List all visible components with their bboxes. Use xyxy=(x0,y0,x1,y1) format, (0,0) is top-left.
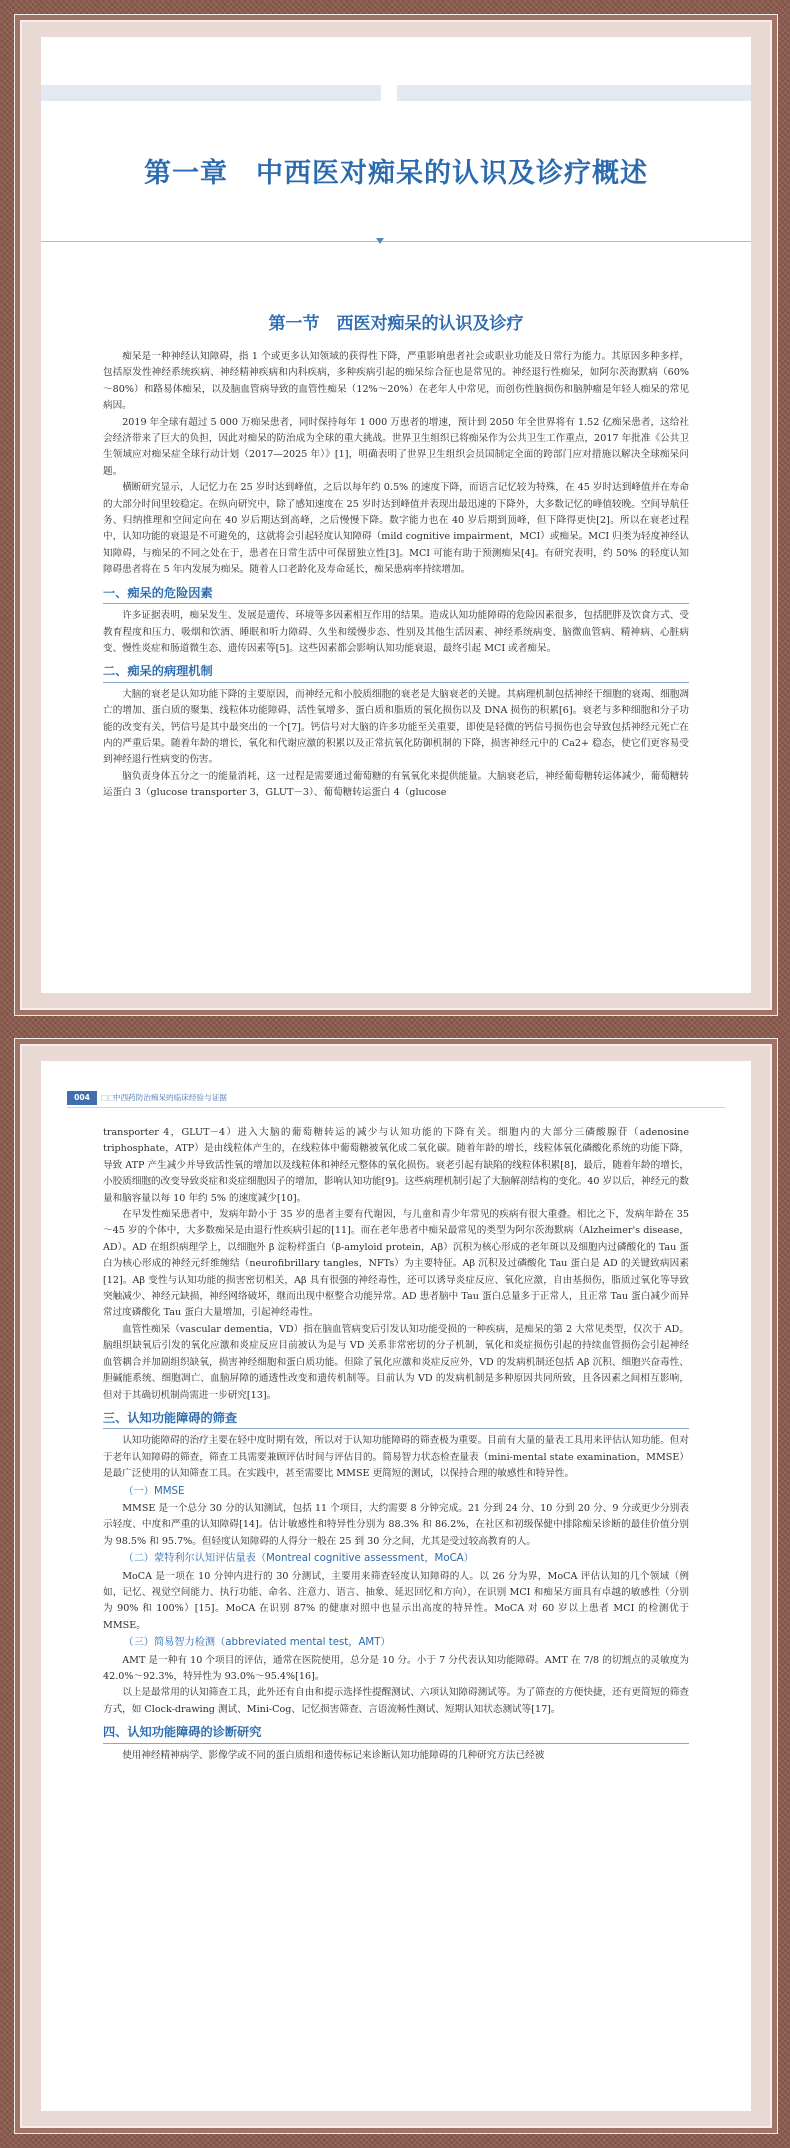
page-2 xyxy=(41,1061,751,2111)
page-frame-1 xyxy=(14,14,778,1016)
page-2-body xyxy=(103,1125,689,1764)
heading-pathology: 二、痴呆的病理机制 xyxy=(103,663,689,682)
heading-diagnosis: 四、认知功能障碍的诊断研究 xyxy=(103,1724,689,1743)
chapter-title: 第一章 中西医对痴呆的认识及诊疗概述 xyxy=(144,158,648,189)
paragraph: 使用神经精神病学、影像学或不同的蛋白质组和遗传标记来诊断认知功能障碍的几种研究方法已经被 xyxy=(122,1749,545,1761)
paragraph: 2019 年全球有超过 5 000 万痴呆患者，同时保持每年 1 000 万患者的增速，预计到 2050 年全世界将有 1.52 亿痴呆患者，这给社会经济带来了巨大的负担，因此对痴呆的防治成为全球的重大挑战。世界卫生组织已将痴呆作为公共卫生工作重点，2017 年批准《公共卫生领域应对痴呆症全球行动计划（2017—2025 年）》[1]，明确表明了世界卫生组织会员国制定全面的跨部门应对措施以解决全球痴呆问题。 xyxy=(103,416,689,477)
running-head xyxy=(41,1091,751,1105)
paragraph: 以上是最常用的认知筛查工具，此外还有自由和提示选择性提醒测试、六项认知障碍测试等。为了筛查的方便快捷，还有更简短的筛查方式，如 Clock-drawing 测试、Mini-Cog、记忆损害筛查、言语流畅性测试、短期认知状态测试等[17]。 xyxy=(103,1687,689,1715)
paragraph: 许多证据表明，痴呆发生、发展是遗传、环境等多因素相互作用的结果。造成认知功能障碍的危险因素很多，包括肥胖及饮食方式、受教育程度和压力、吸烟和饮酒、睡眠和听力障碍、久坐和缓慢步态、性别及其他生活因素、神经系统病变、脑微血管病、精神病、心脏病变、慢性炎症和肠道微生态、遗传因素等[5]。这些因素都会影响认知功能衰退，最终引起 MCI 或者痴呆。 xyxy=(103,610,689,654)
page-1 xyxy=(41,37,751,993)
chapter-marker-icon xyxy=(376,238,384,244)
paragraph: transporter 4，GLUT－4）进入大脑的葡萄糖转运的减少与认知功能的下降有关。细胞内的大部分三磷酸腺苷（adenosine triphosphate，ATP）是由线粒体产生的，在线粒体中葡萄糖被氧化成二氧化碳。随着年龄的增长，线粒体氧化磷酸化系统的功能下降，导致 ATP 产生减少并导致活性氧的增加以及线粒体和神经元整体的氧化损伤。衰老引起有缺陷的线粒体积累[8]，最后，随着年龄的增长，小胶质细胞的改变导致炎症和炎症细胞因子的增加，影响认知功能[9]。这些病理机制引起了大脑解剖结构的变化。40 岁以后，神经元的数量和脑容量以每 10 年约 5% 的速度减少[10]。 xyxy=(103,1127,689,1204)
subheading-moca: （二）蒙特利尔认知评估量表（Montreal cognitive assessment，MoCA） xyxy=(123,1553,474,1565)
subheading-mmse: （一）MMSE xyxy=(123,1485,185,1497)
heading-risk-factors: 一、痴呆的危险因素 xyxy=(103,585,689,604)
paragraph: 认知功能障碍的治疗主要在轻中度时期有效，所以对于认知功能障碍的筛查极为重要。目前有大量的量表工具用来评估认知功能。但对于老年认知障碍的筛查，筛查工具需要兼顾评估时间与评估目的。简易智力状态检查量表（mini-mental state examination，MMSE）是最广泛使用的认知筛查工具。在实践中，甚至需要比 MMSE 更简短的测试，以保持合理的敏感性和特异性。 xyxy=(103,1435,689,1480)
header-band-right xyxy=(397,85,751,101)
paragraph: 在早发性痴呆患者中，发病年龄小于 35 岁的患者主要有代谢因，与儿童和青少年常见的疾病有很大重叠。相比之下，发病年龄在 35～45 岁的个体中，大多数痴呆是由退行性疾病引起的[11]。而在老年患者中痴呆最常见的类型为阿尔茨海默病（Alzheimer's disease，AD）。AD 在组织病理学上，以细胞外 β 淀粉样蛋白（β-amyloid protein，Aβ）沉积为核心形成的老年斑以及细胞内过磷酸化的 Tau 蛋白为核心形成的神经元纤维缠结（neurofibrillary tangles，NFTs）为主要特征。Aβ 沉积及过磷酸化 Tau 蛋白是 AD 的关键致病因素[12]。Aβ 变性与认知功能的损害密切相关，Aβ 具有很强的神经毒性，还可以诱导炎症反应、氧化应激，自由基损伤，脂质过氧化等导致突触减少、神经元缺损，神经网络破坏，继而出现中枢整合功能异常。AD 患者脑中 Tau 蛋白总量多于正常人，且正常 Tau 蛋白减少而异常过度磷酸化 Tau 蛋白大量增加，引起神经毒性。 xyxy=(103,1209,689,1319)
paragraph: 大脑的衰老是认知功能下降的主要原因，而神经元和小胶质细胞的衰老是大脑衰老的关键。其病理机制包括神经干细胞的衰竭、细胞凋亡的增加、蛋白质的聚集、线粒体功能障碍、活性氧增多、蛋白质和脂质的氧化损伤以及 DNA 损伤的积累[6]。衰老与多种细胞和分子功能的改变有关，钙信号是其中最突出的一个[7]。钙信号对大脑的许多功能至关重要，即使是轻微的钙信号损伤也会导致包括神经元死亡在内的严重后果。随着年龄的增长，氧化和代谢应激的积累以及正常抗氧化防御机制的下降，损害神经元中的 Ca2+ 稳态，使它们更容易受到神经退行性病变的伤害。 xyxy=(103,688,689,766)
paragraph: 痴呆是一种神经认知障碍，指 1 个或更多认知领域的获得性下降，严重影响患者社会或职业功能及日常行为能力。其原因多种多样，包括原发性神经系统疾病、神经精神疾病和内科疾病，多种疾病引起的痴呆综合征也是常见的。神经退行性痴呆，如阿尔茨海默病（60%～80%）和路易体痴呆，以及脑血管病导致的血管性痴呆（12%～20%）在老年人中常见，而创伤性脑损伤和脑肿瘤是年轻人痴呆的常见病因。 xyxy=(103,351,689,412)
subheading-amt: （三）简易智力检测（abbreviated mental test，AMT） xyxy=(123,1637,391,1649)
running-head-rule xyxy=(67,1107,725,1108)
paragraph: 横断研究显示，人记忆力在 25 岁时达到峰值，之后以每年约 0.5% 的速度下降，而语言记忆较为特殊，在 45 岁时达到峰值并在寿命的大部分时间里较稳定。在纵向研究中，除了感知速度在 25 岁时达到峰值并表现出最迅速的下降外，大多数记忆的峰值较晚。空间导航任务、归纳推理和空间定向在 40 岁后期达到高峰，之后慢慢下降。数字能力也在 40 岁后期到顶峰，但下降得更快[2]。所以在衰老过程中，认知功能的衰退是不可避免的，这就将会引起轻度认知障碍（mild cognitive impairment，MCI）或痴呆。MCI 归类为轻度神经认知障碍，与痴呆的不同之处在于，患者在日常生活中可保留独立性[3]。MCI 可能有助于预测痴呆[4]。有研究表明，约 50% 的轻度认知障碍患者将在 5 年内发展为痴呆。随着人口老龄化及寿命延长，痴呆患病率持续增加。 xyxy=(103,482,690,576)
chapter-rule xyxy=(41,241,751,242)
page-number: 004 xyxy=(67,1091,97,1105)
header-band-left xyxy=(41,85,381,101)
paragraph: MMSE 是一个总分 30 分的认知测试，包括 11 个项目，大约需要 8 分钟完成。21 分到 24 分、10 分到 20 分、9 分或更少分别表示轻度、中度和严重的认知障碍[14]。估计敏感性和特异性分别为 88.3% 和 86.2%，在社区和初级保健中排除痴呆诊断的最佳价值分别为 98.5% 和 95.7%。但轻度认知障碍的人得分一般在 25 到 30 分之间，尤其是受过较高教育的人。 xyxy=(103,1502,689,1547)
paragraph: MoCA 是一项在 10 分钟内进行的 30 分测试，主要用来筛查轻度认知障碍的人。以 26 分为界，MoCA 评估认知的几个领域（例如，记忆、视觉空间能力、执行功能、命名、注意力、语言、抽象、延迟回忆和方向），在识别 MCI 和痴呆方面具有卓越的敏感性（分别为 90% 和 100%）[15]。MoCA 在识别 87% 的健康对照中也显示出高度的特异性。MoCA 对 60 岁以上患者 MCI 的检测优于 MMSE。 xyxy=(103,1570,689,1631)
paragraph: 脑负责身体五分之一的能量消耗，这一过程是需要通过葡萄糖的有氧氧化来提供能量。大脑衰老后，神经葡萄糖转运体减少，葡萄糖转运蛋白 3（glucose transporter 3，GLUT－3）、葡萄糖转运蛋白 4（glucose xyxy=(103,770,689,799)
page-frame-2 xyxy=(14,1038,778,2134)
page-1-body xyxy=(103,349,689,802)
running-head-mark: □□ xyxy=(101,1093,116,1102)
paragraph: 血管性痴呆（vascular dementia，VD）指在脑血管病变后引发认知功能受损的一种疾病，是痴呆的第 2 大常见类型，仅次于 AD。脑组织缺氧后引发的氧化应激和炎症反应目前被认为是与 VD 关系非常密切的分子机制，氧化和炎症损伤引起的持续血管损伤会引起神经血管耦合并加剧组织缺氧，损害神经细胞和蛋白质功能。但除了氧化应激和炎症反应外，VD 的发病机制还包括 Aβ 沉积、细胞兴奋毒性、胆碱能系统、细胞凋亡、血脑屏障的通透性改变和遗传机制等。目前认为 VD 的发病机制是多种原因共同所致，且各因素之间相互影响，但对于其确切机制尚需进一步研究[13]。 xyxy=(103,1323,689,1401)
paragraph: AMT 是一种有 10 个项目的评估，通常在医院使用，总分是 10 分。小于 7 分代表认知功能障碍。AMT 在 7/8 的切割点的灵敏度为 42.0%～92.3%，特异性为 93.0%～95.4%[16]。 xyxy=(103,1654,689,1682)
section-title: 第一节 西医对痴呆的认识及诊疗 xyxy=(268,314,524,334)
heading-screening: 三、认知功能障碍的筛查 xyxy=(103,1410,689,1429)
running-head-title: 中西药防治痴呆的临床经验与证据 xyxy=(113,1093,227,1102)
